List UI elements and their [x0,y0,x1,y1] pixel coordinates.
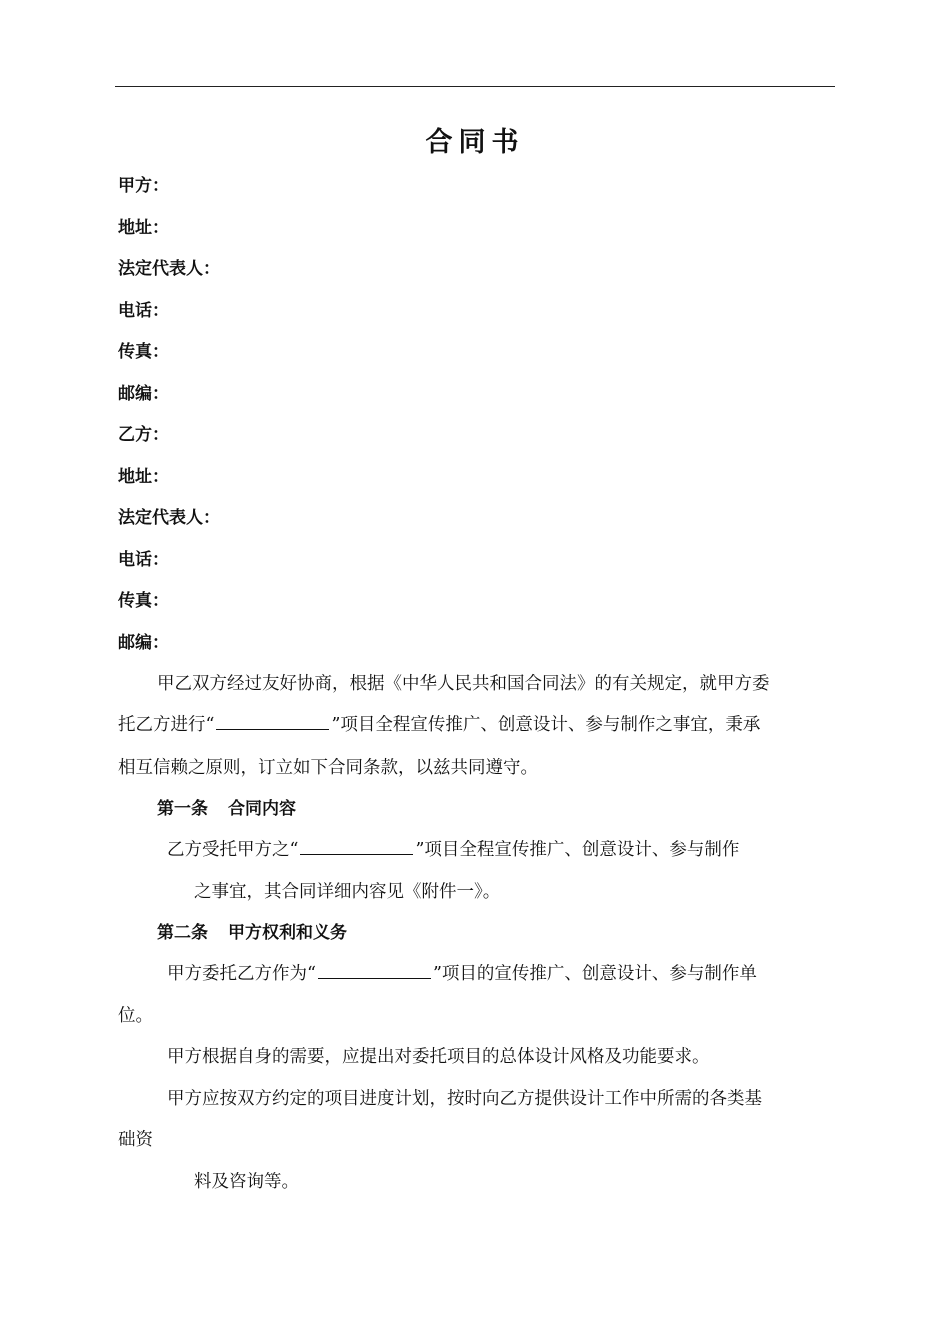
party-b-phone-label: 电话： [118,550,169,570]
party-a-name-label: 甲方： [118,176,169,196]
article-1-line-1-before: 乙方受托甲方之“ [167,840,299,860]
party-b-address-label: 地址： [118,467,169,487]
party-a-phone-label: 电话： [118,301,169,321]
party-a-fax-label: 传真： [118,342,169,362]
article-2-title: 甲方权利和义务 [228,923,347,943]
article-2-item-3-line-2: 础资 [118,1130,153,1150]
article-1-number: 第一条 [157,799,208,819]
article-2-project-blank [318,962,431,979]
article-2-number: 第二条 [157,923,208,943]
header-rule [115,86,835,87]
article-2-item-3-line-3: 料及咨询等。 [194,1172,299,1192]
article-2-item-3-line-1: 甲方应按双方约定的项目进度计划，按时向乙方提供设计工作中所需的各类基 [167,1089,762,1109]
article-1-line-1 [167,838,739,862]
article-2-item-1 [167,962,757,986]
preamble-line-2 [118,713,760,737]
article-2-heading [157,921,347,945]
preamble-line-1: 甲乙双方经过友好协商，根据《中华人民共和国合同法》的有关规定，就甲方委 [157,674,770,694]
party-b-fax-label: 传真： [118,591,169,611]
preamble-line-3: 相互信赖之原则，订立如下合同条款，以兹共同遵守。 [118,758,538,778]
party-a-address-label: 地址： [118,218,169,238]
article-1-line-1-after: ”项目全程宣传推广、创意设计、参与制作 [415,840,740,860]
article-2-item-1-cont: 位。 [118,1006,153,1026]
article-2-item-2: 甲方根据自身的需要，应提出对委托项目的总体设计风格及功能要求。 [167,1047,710,1067]
party-b-representative-label: 法定代表人： [118,508,220,528]
party-a-postcode-label: 邮编： [118,384,169,404]
preamble-line-2-after: ”项目全程宣传推广、创意设计、参与制作之事宜，秉承 [331,715,761,735]
article-1-title: 合同内容 [228,799,296,819]
preamble-line-2-before: 托乙方进行“ [118,715,215,735]
article-1-project-blank [300,838,413,855]
document-title: 合同书 [425,127,525,158]
article-2-item-1-before: 甲方委托乙方作为“ [167,964,316,984]
party-a-representative-label: 法定代表人： [118,259,220,279]
party-b-postcode-label: 邮编： [118,633,169,653]
project-name-blank [216,713,329,730]
party-b-name-label: 乙方： [118,425,169,445]
article-1-heading [157,797,296,821]
article-2-item-1-after: ”项目的宣传推广、创意设计、参与制作单 [432,964,757,984]
article-1-line-2: 之事宜，其合同详细内容见《附件一》。 [194,882,501,902]
